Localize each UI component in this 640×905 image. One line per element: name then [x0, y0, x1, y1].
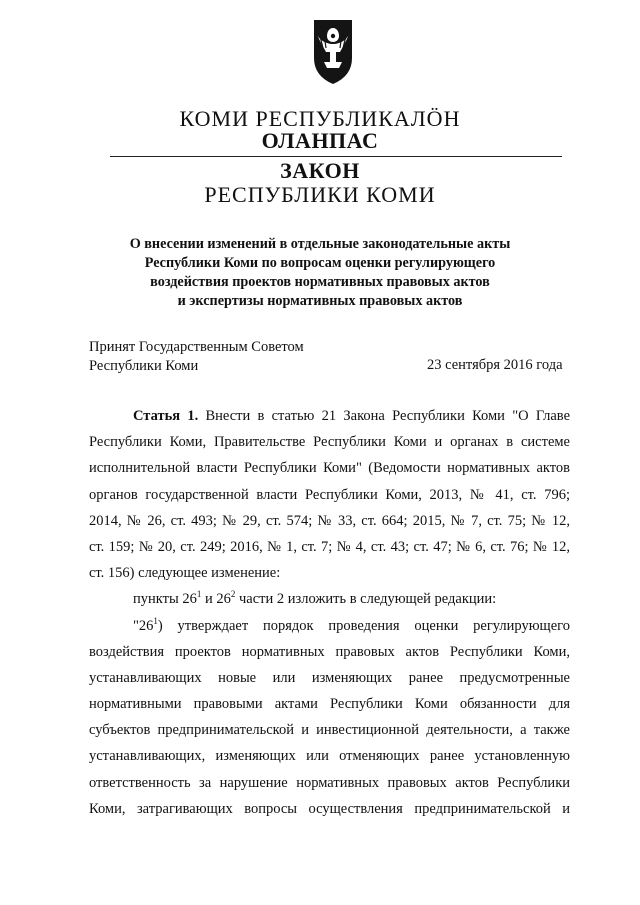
quote-line: воздействия проектов нормативных правовых актов Республики Коми,	[89, 643, 570, 660]
header-divider	[110, 156, 562, 157]
quote-line: устанавливающих новые или изменяющих ранее предусмотренные	[89, 669, 570, 686]
article-line: ст. 159; № 20, ст. 249; 2016, № 1, ст. 7; № 4, ст. 43; ст. 47; № 6, ст. 76; № 12,	[89, 538, 570, 555]
quote-line: устанавливающих, изменяющих или отменяющих ранее установленную	[89, 748, 570, 765]
quote-line: "$26^1$) утверждает порядок проведения оценки регулирующего	[133, 615, 570, 634]
law-title-line: Республики Коми по вопросам оценки регулирующего	[144, 255, 496, 271]
adopted-by-line2: Республики Коми	[89, 358, 199, 374]
coat-of-arms-emblem	[312, 14, 354, 86]
adoption-info	[89, 338, 304, 376]
law-title-line: и экспертизы нормативных правовых актов	[177, 293, 463, 309]
header-zakon: ЗАКОН	[280, 158, 360, 183]
header-komi-line: КОМИ РЕСПУБЛИКАЛÖН	[179, 106, 461, 131]
article-line: органов государственной власти Республики Коми, 2013, № 41, ст. 796;	[89, 486, 570, 503]
quote-line: ответственность за нарушение нормативных правовых актов Республики	[89, 774, 570, 791]
article-line: Статья 1. Внести в статью 21 Закона Республики Коми "О Главе	[133, 408, 571, 424]
adoption-date: 23 сентября 2016 года	[427, 357, 563, 373]
quote-line: субъектов предпринимательской и инвестиционной деятельности, а также	[89, 722, 570, 739]
items-line: пункты $26^1$ и $26^2$ части 2 изложить в следующей редакции:	[133, 589, 497, 608]
quote-line: Коми, затрагивающих вопросы осуществления предпринимательской и	[89, 800, 570, 817]
adopted-by-line1: Принят Государственным Советом	[89, 339, 304, 355]
article-line: 2014, № 26, ст. 493; № 29, ст. 574; № 33, ст. 664; 2015, № 7, ст. 75; № 12,	[89, 512, 570, 529]
header-olanpas: ОЛАНПАС	[261, 128, 379, 153]
law-title-line: воздействия проектов нормативных правовых актов	[150, 274, 490, 290]
article-body	[89, 403, 570, 822]
article-line: ст. 156) следующее изменение:	[89, 565, 281, 582]
article-line: Республики Коми, Правительстве Республики Коми и органах в системе	[89, 434, 570, 451]
article-label: Статья 1.	[133, 408, 199, 424]
article-line: исполнительной власти Республики Коми" (Ведомости нормативных актов	[89, 460, 570, 477]
law-title	[80, 235, 560, 311]
header-republic: РЕСПУБЛИКИ КОМИ	[204, 182, 436, 207]
quote-line: нормативными правовыми актами Республики Коми обязанности для	[89, 696, 570, 713]
law-title-line: О внесении изменений в отдельные законодательные акты	[129, 236, 511, 252]
